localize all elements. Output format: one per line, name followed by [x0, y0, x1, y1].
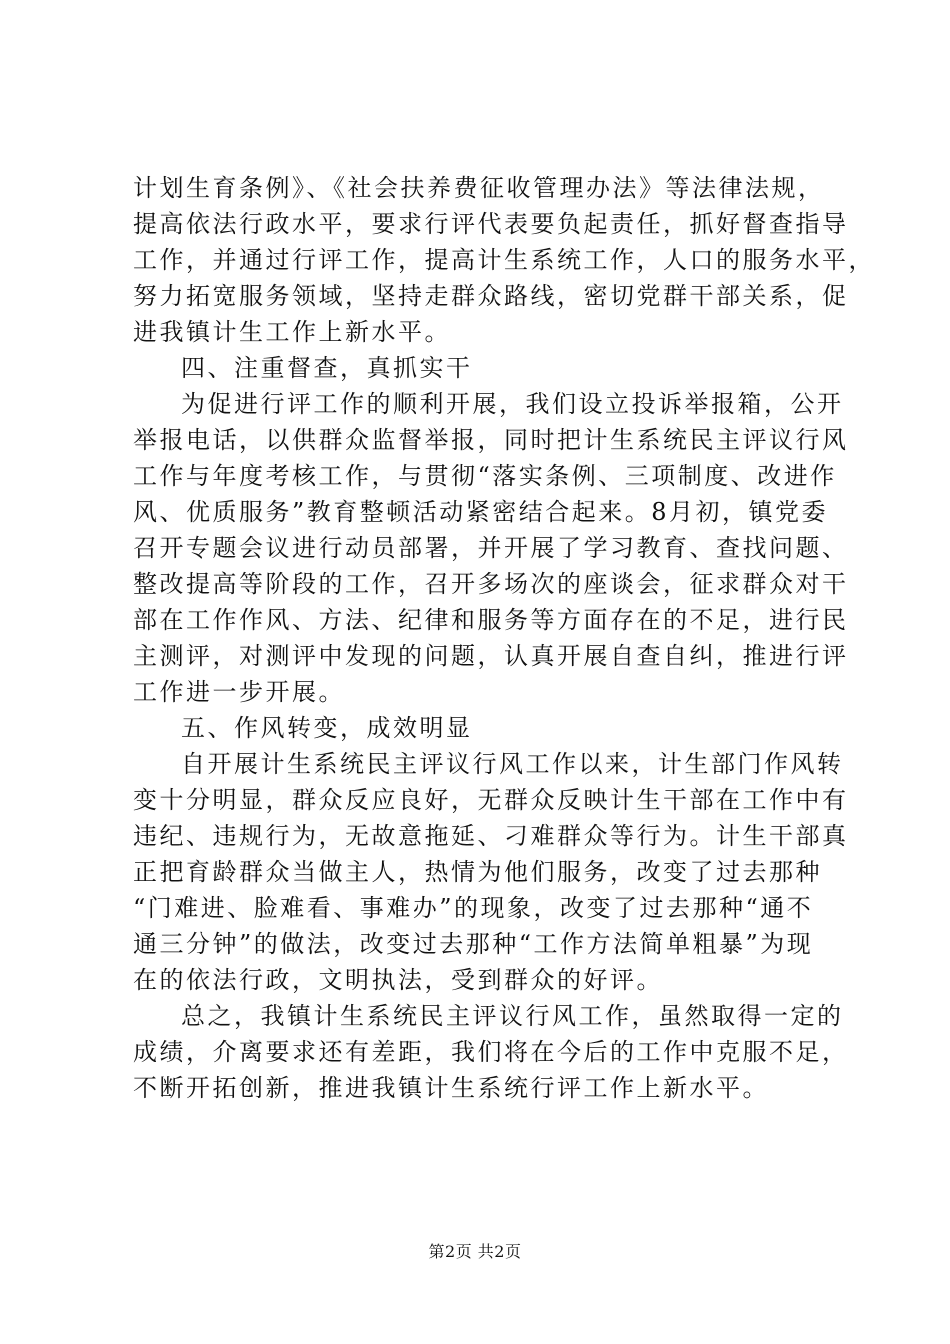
text-line: 正把育龄群众当做主人，热情为他们服务，改变了过去那种: [133, 858, 822, 886]
text-line: 工作，并通过行评工作，提高计生系统工作，人口的服务水平，: [133, 246, 875, 274]
text-line: 计划生育条例》、《社会扶养费征收管理办法》等法律法规，: [133, 174, 825, 202]
text-line: 违纪、违规行为，无故意拖延、刁难群众等行为。计生干部真: [133, 822, 849, 850]
text-line: 通三分钟”的做法，改变过去那种“工作方法简单粗暴”为现: [133, 930, 814, 958]
page-number-footer: 第2页 共2页: [428, 1242, 522, 1261]
text-line: 部在工作作风、方法、纪律和服务等方面存在的不足，进行民: [133, 606, 849, 634]
text-line: 成绩，介离要求还有差距，我们将在今后的工作中克服不足，: [133, 1038, 849, 1066]
text-line: 进我镇计生工作上新水平。: [133, 318, 451, 346]
text-line: 变十分明显，群众反应良好，无群众反映计生干部在工作中有: [133, 786, 849, 814]
document-body: [133, 170, 875, 1106]
text-line: 为促进行评工作的顺利开展，我们设立投诉举报箱，公开: [181, 390, 844, 418]
text-line: 总之，我镇计生系统民主评议行风工作，虽然取得一定的: [181, 1002, 844, 1030]
text-line: 自开展计生系统民主评议行风工作以来，计生部门作风转: [181, 750, 844, 778]
text-line: 不断开拓创新，推进我镇计生系统行评工作上新水平。: [133, 1074, 769, 1102]
text-line: 举报电话，以供群众监督举报，同时把计生系统民主评议行风: [133, 426, 849, 454]
text-line: 提高依法行政水平，要求行评代表要负起责任，抓好督查指导: [133, 210, 849, 238]
text-line: 主测评，对测评中发现的问题，认真开展自查自纠，推进行评: [133, 642, 849, 670]
text-line: 整改提高等阶段的工作，召开多场次的座谈会，征求群众对干: [133, 570, 849, 598]
text-line: 风、优质服务”教育整顿活动紧密结合起来。8月初，镇党委: [133, 498, 829, 526]
text-line: 工作与年度考核工作，与贯彻“落实条例、三项制度、改进作: [133, 462, 837, 490]
section-heading: 五、作风转变，成效明显: [181, 714, 473, 742]
section-heading: 四、注重督查，真抓实干: [181, 354, 473, 382]
text-line: “门难进、脸难看、事难办”的现象，改变了过去那种“通不: [133, 894, 814, 922]
text-line: 工作进一步开展。: [133, 678, 345, 706]
text-line: 努力拓宽服务领域，坚持走群众路线，密切党群干部关系，促: [133, 282, 849, 310]
text-line: 召开专题会议进行动员部署，并开展了学习教育、查找问题、: [133, 534, 849, 562]
text-line: 在的依法行政，文明执法，受到群众的好评。: [133, 966, 663, 994]
